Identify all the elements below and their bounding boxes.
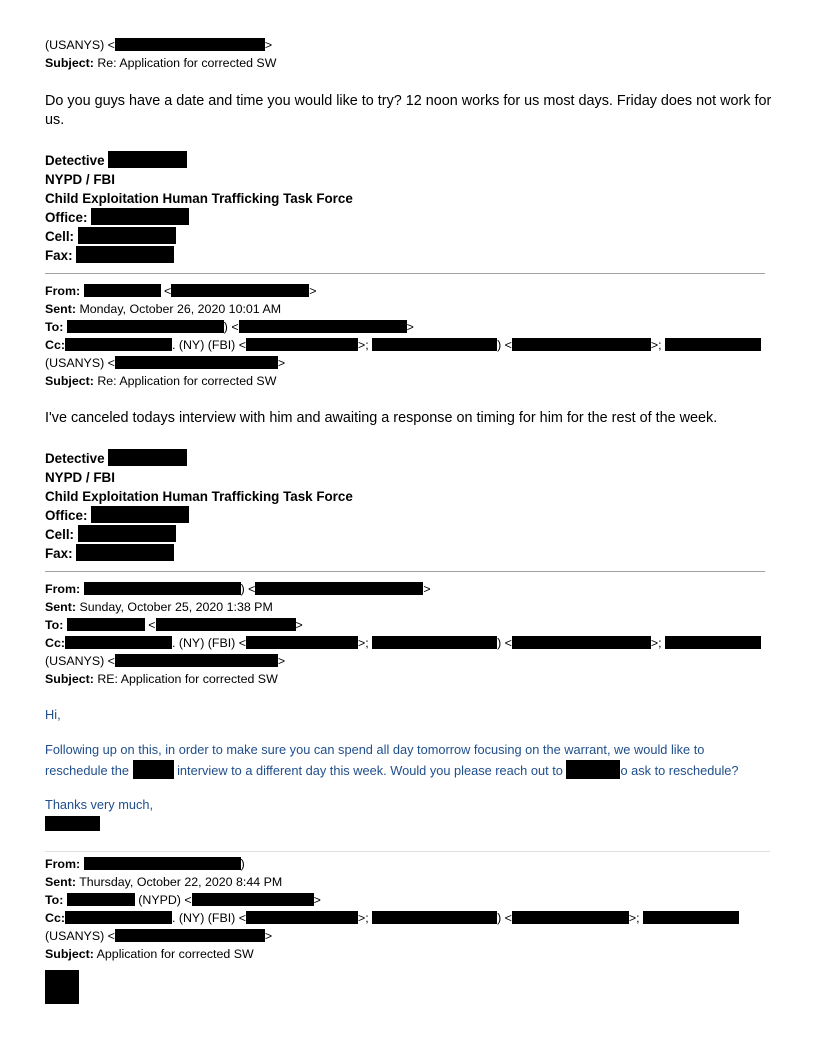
signature-unit: Child Exploitation Human Trafficking Task Force <box>45 489 353 504</box>
from-line: From: < > <box>45 284 317 298</box>
divider <box>45 851 770 852</box>
subject-line: Subject: Re: Application for corrected SW <box>45 374 277 388</box>
cc-line: Cc: . (NY) (FBI) < >; ) < >; <box>45 337 761 353</box>
signature-cell: Cell: <box>45 525 176 544</box>
redaction <box>133 760 174 779</box>
redaction <box>246 911 358 924</box>
greeting: Hi, <box>45 707 61 722</box>
redaction <box>115 38 265 51</box>
signature-cell: Cell: <box>45 227 176 246</box>
redaction <box>91 506 189 523</box>
redaction <box>67 320 224 333</box>
redaction <box>115 929 265 942</box>
redaction <box>512 911 629 924</box>
closing: Thanks very much, <box>45 797 154 812</box>
redaction <box>45 816 100 831</box>
subject-line: Subject: RE: Application for corrected SW <box>45 672 278 686</box>
redaction <box>78 525 176 542</box>
signature-agency: NYPD / FBI <box>45 172 115 187</box>
redaction <box>108 151 187 168</box>
redaction <box>255 582 423 595</box>
signature-title: Detective <box>45 151 187 170</box>
body-paragraph-line1: Following up on this, in order to make sure you can spend all day tomorrow focusing on the warrant, we would like to <box>45 742 705 757</box>
redaction <box>239 320 407 333</box>
subject-line: Subject: Application for corrected SW <box>45 947 254 961</box>
redaction <box>512 636 651 649</box>
divider <box>45 273 765 274</box>
redaction <box>372 636 497 649</box>
to-line: To: ) < > <box>45 320 414 334</box>
redaction <box>91 208 189 225</box>
redaction <box>246 636 358 649</box>
cc-continuation: (USANYS) < > <box>45 929 273 943</box>
redaction <box>65 911 172 924</box>
to-line: To: (NYPD) < > <box>45 893 321 907</box>
signature-agency: NYPD / FBI <box>45 470 115 485</box>
sent-line: Sent: Sunday, October 25, 2020 1:38 PM <box>45 600 273 614</box>
redaction <box>76 246 174 263</box>
message-body: Do you guys have a date and time you would like to try? 12 noon works for us most days. Friday does not work for us. <box>45 93 772 128</box>
cc-continuation: (USANYS) < > <box>45 654 286 668</box>
redaction <box>372 338 497 351</box>
redaction <box>512 338 651 351</box>
redaction <box>84 284 161 297</box>
redaction <box>156 618 296 631</box>
body-paragraph-line2: reschedule the interview to a different day this week. Would you please reach out to o ask to reschedule? <box>45 760 739 779</box>
redaction <box>65 636 172 649</box>
from-line: From: ) < > <box>45 582 431 596</box>
redaction <box>84 857 241 870</box>
sent-line: Sent: Thursday, October 22, 2020 8:44 PM <box>45 875 283 889</box>
redaction <box>372 911 497 924</box>
redaction <box>665 636 761 649</box>
signature-unit: Child Exploitation Human Trafficking Task Force <box>45 191 353 206</box>
cc-continuation: (USANYS) < > <box>45 38 273 52</box>
message-body: I've canceled todays interview with him and awaiting a response on timing for him for the rest of the week. <box>45 410 718 426</box>
signature-fax: Fax: <box>45 544 174 563</box>
sent-line: Sent: Monday, October 26, 2020 10:01 AM <box>45 302 282 316</box>
to-line: To: < > <box>45 618 303 632</box>
redaction <box>171 284 309 297</box>
from-line: From: ) <box>45 857 245 871</box>
signature-fax: Fax: <box>45 246 174 265</box>
divider <box>45 571 765 572</box>
signature-office: Office: <box>45 506 189 525</box>
redaction <box>192 893 314 906</box>
redaction <box>65 338 172 351</box>
redaction <box>67 618 145 631</box>
signature-title: Detective <box>45 449 187 468</box>
cc-line: Cc: . (NY) (FBI) < >; ) < >; <box>45 635 761 651</box>
redaction <box>115 654 278 667</box>
subject-line: Subject: Re: Application for corrected SW <box>45 56 277 70</box>
redaction <box>84 582 241 595</box>
redaction <box>566 760 620 779</box>
redaction <box>665 338 761 351</box>
redaction <box>108 449 187 466</box>
signature-office: Office: <box>45 208 189 227</box>
redaction <box>246 338 358 351</box>
redaction <box>67 893 135 906</box>
cc-line: Cc: . (NY) (FBI) < >; ) < >; <box>45 910 739 926</box>
redaction <box>76 544 174 561</box>
redaction <box>115 356 278 369</box>
redaction <box>45 970 79 1004</box>
cc-continuation: (USANYS) < > <box>45 356 286 370</box>
redaction <box>78 227 176 244</box>
redaction <box>643 911 739 924</box>
